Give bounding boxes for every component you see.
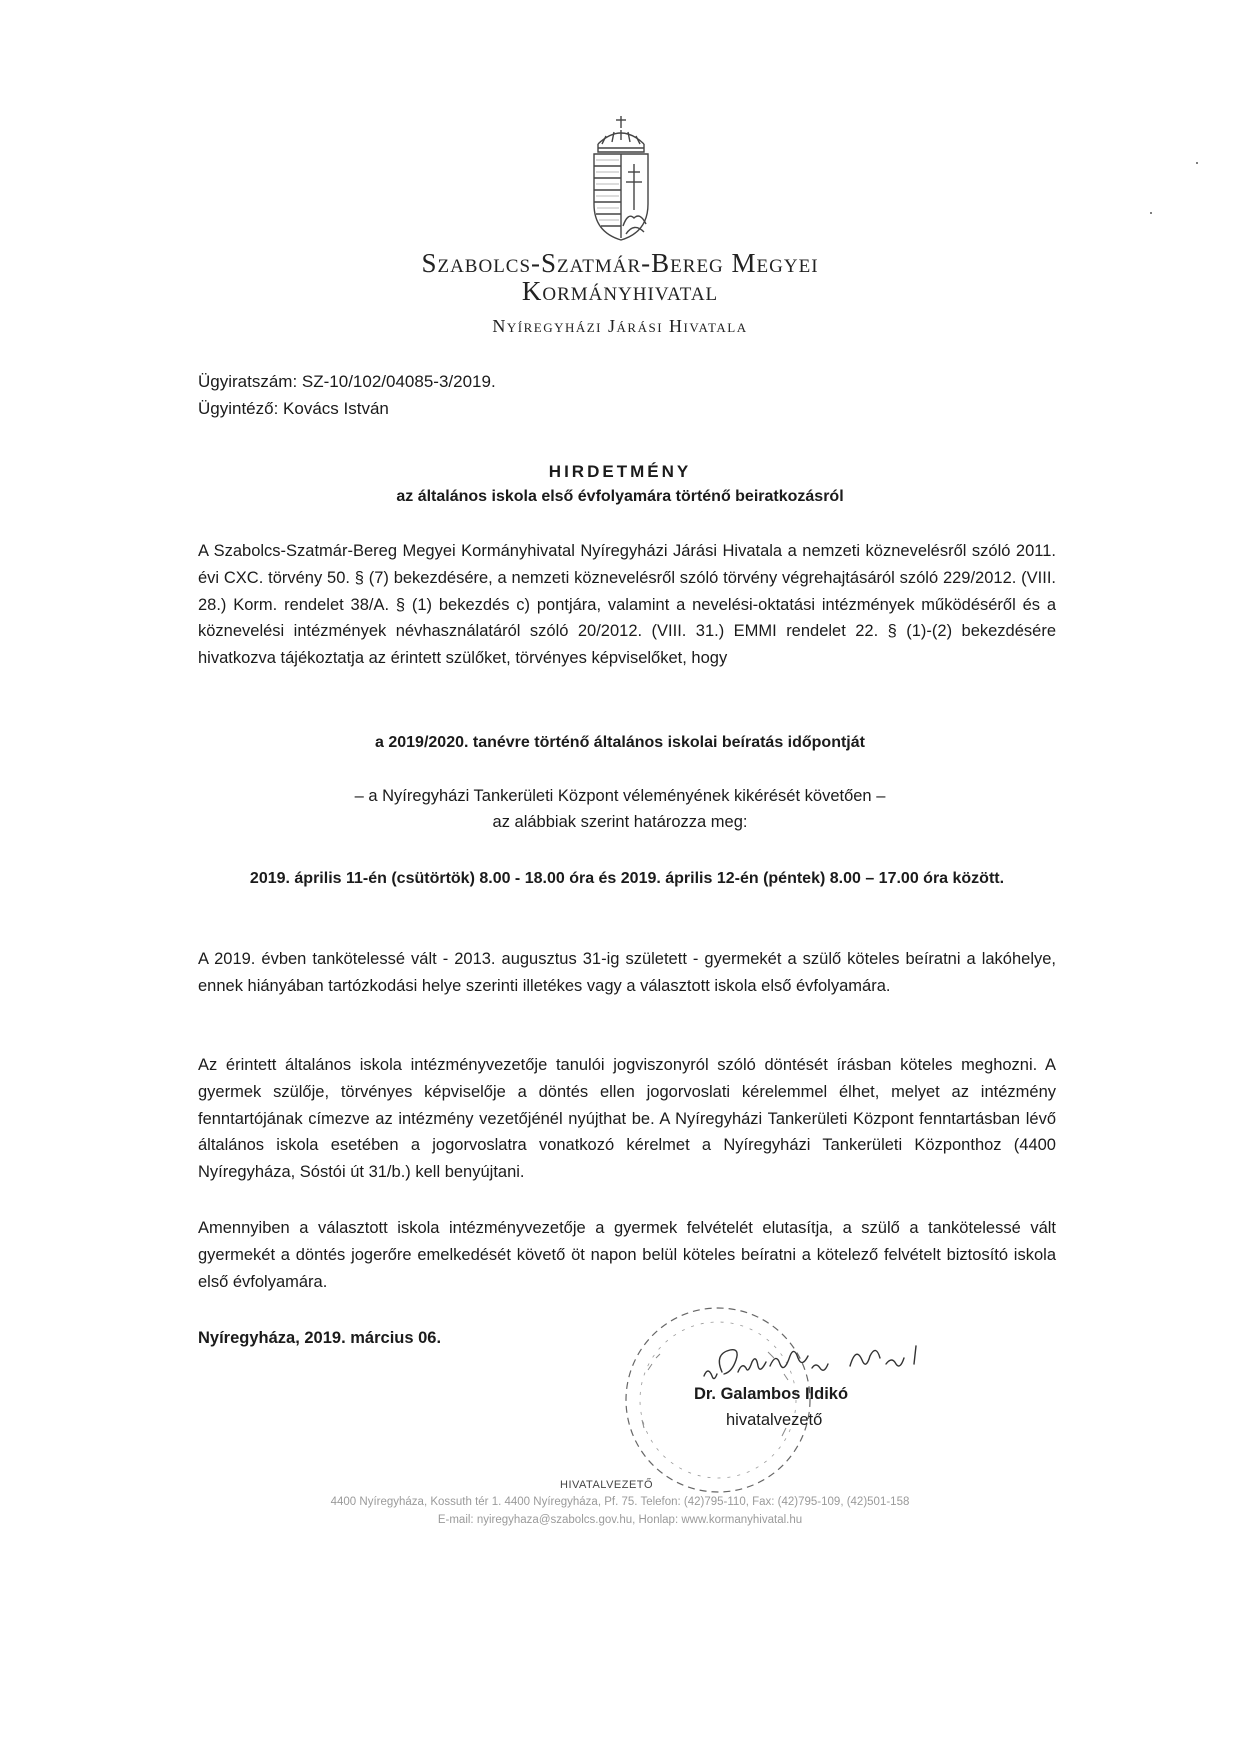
scan-speck: [1150, 212, 1152, 214]
org-name-line1: Szabolcs-Szatmár-Bereg Megyei: [421, 248, 819, 278]
notice-title: HIRDETMÉNY: [548, 462, 692, 481]
signatory-title: hivatalvezető: [726, 1411, 823, 1429]
consultation-line2: az alábbiak szerint határozza meg:: [492, 813, 748, 831]
enrollment-highlight: a 2019/2020. tanévre történő általános iskolai beíratás időpontját: [375, 734, 865, 751]
signatory-name: Dr. Galambos Ildikó: [694, 1385, 849, 1403]
scan-speck: [1196, 162, 1198, 164]
org-department: Nyíregyházi Járási Hivatala: [492, 316, 748, 336]
footer-address: 4400 Nyíregyháza, Kossuth tér 1. 4400 Nyíregyháza, Pf. 75. Telefon: (42)795-110, Fax: (42)795-109, (42)501-158: [330, 1496, 910, 1508]
footer-contact: E-mail: nyiregyhaza@szabolcs.gov.hu, Honlap: www.kormanyhivatal.hu: [437, 1514, 803, 1526]
stamp-label: HIVATALVEZETŐ: [560, 1479, 654, 1491]
org-name-line2: Kormányhivatal: [521, 276, 719, 306]
coat-of-arms-icon: [588, 114, 654, 244]
handwritten-signature-icon: [700, 1342, 930, 1390]
place-and-date: Nyíregyháza, 2019. március 06.: [198, 1329, 442, 1347]
notice-subtitle: az általános iskola első évfolyamára történő beiratkozásról: [396, 488, 844, 505]
enrollment-dates: 2019. április 11-én (csütörtök) 8.00 - 18.00 óra és 2019. április 12-én (péntek) 8.00 – 17.00 óra között.: [249, 870, 1005, 887]
paragraph-appeal: Az érintett általános iskola intézményvezetője tanulói jogviszonyról szóló döntését írásban köteles meghozni. A gyermek szülője, törvényes képviselője a döntés ellen jogorvoslati kérelemmel élhet, melyet az intézmény fenntartójának címezve az intézmény vezetőjénél nyújthat be. A Nyíregyházi Tankerületi Központ fenntartásban lévő általános iskola esetében a jogorvoslatra vonatkozó kérelmet a Nyíregyházi Tankerületi Központhoz (4400 Nyíregyháza, Sóstói út 31/b.) kell benyújtani.: [198, 1056, 1056, 1182]
case-officer: Ügyintéző: Kovács István: [198, 399, 389, 418]
case-number: Ügyiratszám: SZ-10/102/04085-3/2019.: [198, 372, 496, 391]
paragraph-rejection: Amennyiben a választott iskola intézményvezetője a gyermek felvételét elutasítja, a szülő a tankötelessé vált gyermekét a döntés jogerőre emelkedését követő öt napon belül köteles beíratni a kötelező felvételt biztosító iskola első évfolyamára.: [198, 1219, 1056, 1291]
paragraph-legal-basis: A Szabolcs-Szatmár-Bereg Megyei Kormányhivatal Nyíregyházi Járási Hivatala a nemzeti köznevelésről szóló 2011. évi CXC. törvény 50. § (7) bekezdésére, a nemzeti köznevelésről szóló törvény végrehajtásáról szóló 229/2012. (VIII. 28.) Korm. rendelet 38/A. § (1) bekezdés c) pontjára, valamint a nevelési-oktatási intézmények működéséről és a köznevelési intézmények névhasználatáról szóló 20/2012. (VIII. 31.) EMMI rendelet 22. § (1)-(2) bekezdésére hivatkozva tájékoztatja az érintett szülőket, törvényes képviselőket, hogy: [198, 542, 1056, 668]
paragraph-obligation: A 2019. évben tankötelessé vált - 2013. augusztus 31-ig született - gyermekét a szülő köteles beíratni a lakóhelye, ennek hiányában tartózkodási helye szerinti illetékes vagy a választott iskola első évfolyamára.: [198, 950, 1056, 995]
consultation-line1: – a Nyíregyházi Tankerületi Központ véleményének kikérését követően –: [354, 787, 886, 805]
